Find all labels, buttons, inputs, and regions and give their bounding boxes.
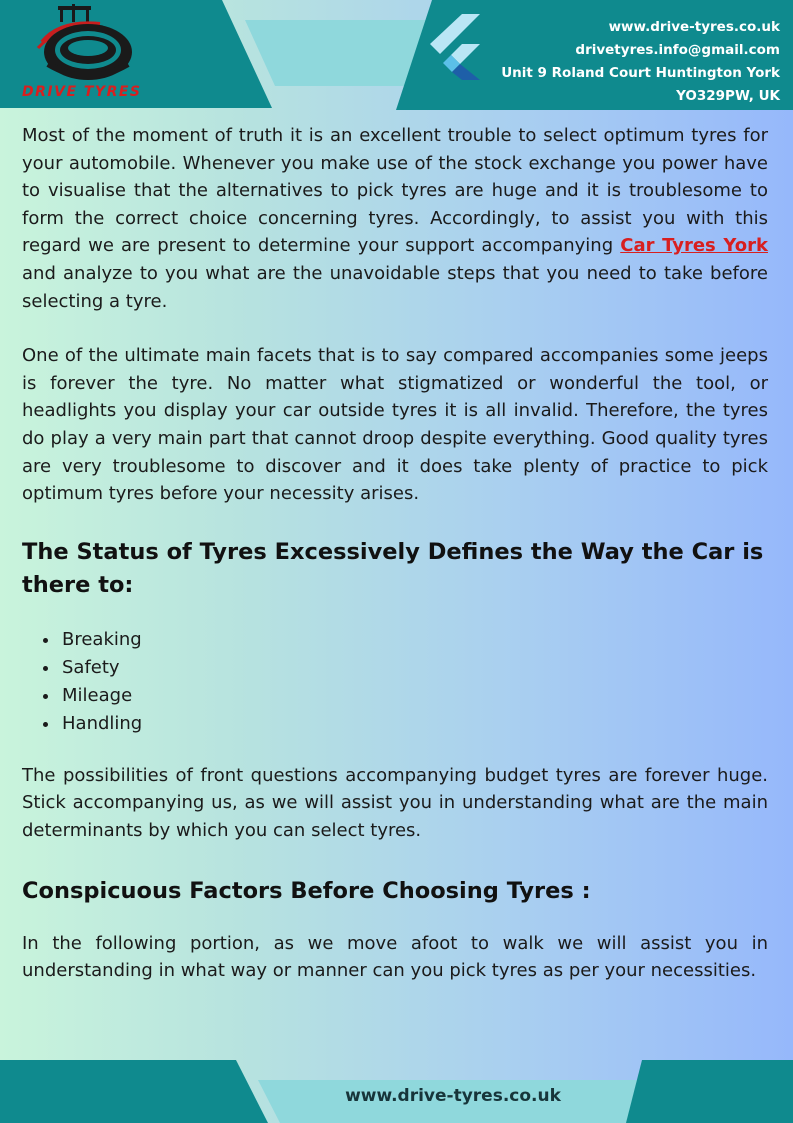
list-item: • Mileage (60, 682, 768, 710)
tyre-factors-list (22, 626, 768, 738)
footer-website[interactable]: www.drive-tyres.co.uk (345, 1086, 561, 1106)
header-middle-band (245, 20, 435, 86)
article-body (22, 122, 768, 985)
header-email[interactable]: drivetyres.info@gmail.com (575, 42, 780, 58)
page-header (0, 0, 793, 112)
flutter-logo-icon (426, 14, 482, 80)
footer-left-band (0, 1060, 268, 1123)
list-item: • Handling (60, 710, 768, 738)
paragraph-intro: Most of the moment of truth it is an excellent trouble to select optimum tyres for your automobile. Whenever you make use of the stock exchange you power have to visualise that the alternatives to pick tyres are huge and it is troublesome to form the correct choice concerning tyres. Accordingly, to assist you with this regard we are present to determine your support accompanying Car Tyres York and analyze to you what are the unavoidable steps that you need to take before selecting a tyre. (22, 125, 768, 312)
header-website[interactable]: www.drive-tyres.co.uk (608, 19, 780, 35)
heading-status-of-tyres: The Status of Tyres Excessively Defines the Way the Car is there to: (22, 538, 764, 598)
footer-right-band (626, 1060, 793, 1123)
paragraph-facets: One of the ultimate main facets that is to say compared accompanies some jeeps is forever the tyre. No matter what stigmatized or wonderful the tool, or headlights you display your car outside tyres it is all invalid. Therefore, the tyres do play a very main part that cannot droop despite everything. Good quality tyres are very troublesome to discover and it does take plenty of practice to pick optimum tyres before your necessity arises. (22, 345, 768, 505)
paragraph-following-portion: In the following portion, as we move afoot to walk we will assist you in understanding in what way or manner can you pick tyres as per your necessities. (22, 932, 768, 982)
paragraph-budget-tyres: The possibilities of front questions accompanying budget tyres are forever huge. Stick accompanying us, as we will assist you in understanding what are the main determinants by which you can select tyres. (22, 764, 768, 841)
header-address-line1: Unit 9 Roland Court Huntington York (501, 65, 780, 81)
list-item: • Safety (60, 654, 768, 682)
heading-conspicuous-factors: Conspicuous Factors Before Choosing Tyres : (22, 877, 591, 904)
logo-text: DRIVE TYRES (22, 84, 142, 100)
contact-info (501, 16, 780, 108)
car-tyres-york-link[interactable]: Car Tyres York (620, 235, 768, 257)
header-address-line2: YO329PW, UK (676, 88, 780, 104)
list-item: • Breaking (60, 626, 768, 654)
